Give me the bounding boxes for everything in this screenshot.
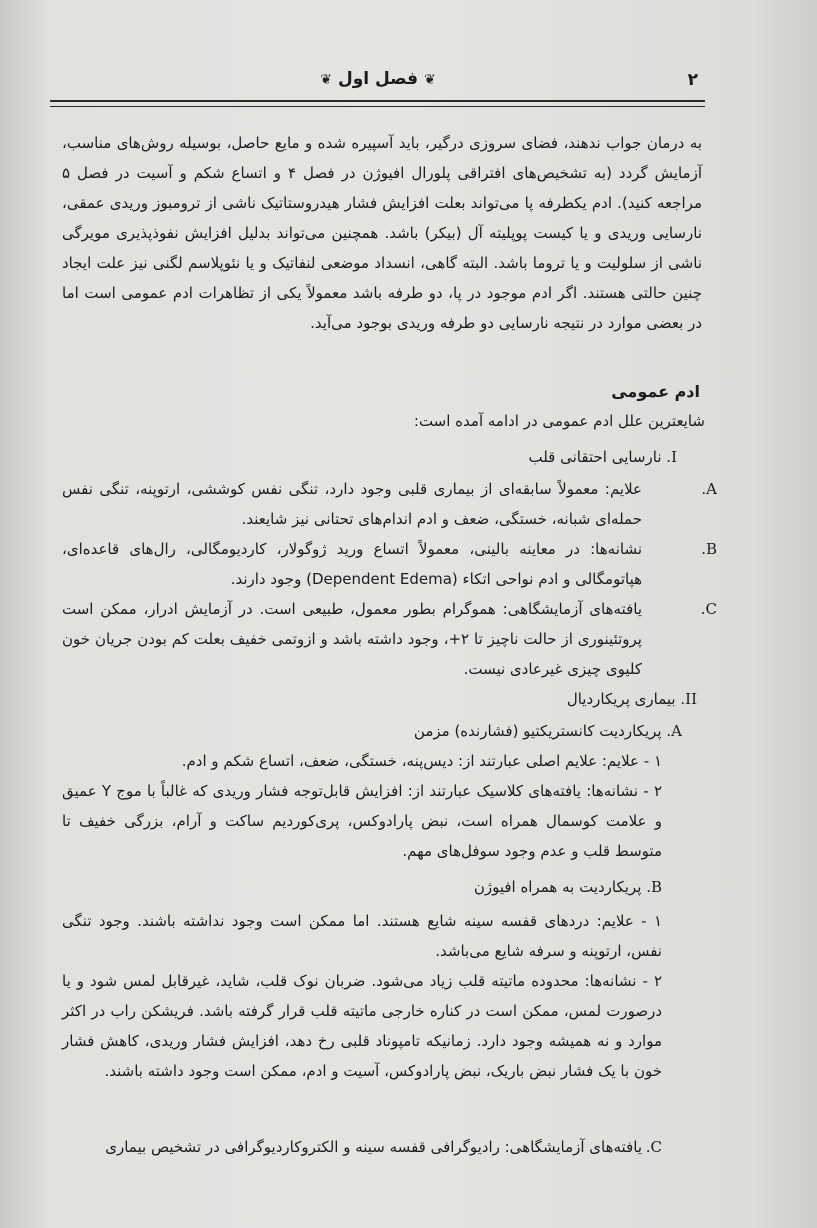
header-rule-thin xyxy=(50,106,705,107)
section-intro: شایعترین علل ادم عمومی در ادامه آمده است: xyxy=(413,412,705,430)
sub-marker: A. xyxy=(701,480,717,498)
ornament-left-icon: ❦ xyxy=(320,72,333,88)
sub-marker: C. xyxy=(700,600,717,618)
numbered-item: ۱ - علایم: دردهای قفسه سینه شایع هستند. اما ممکن است وجود نداشته باشند. وجود تنگی نفس، ارتوپنه و سرفه شایع می‌باشد. xyxy=(62,912,662,960)
sub-marker: C. xyxy=(645,1138,662,1156)
page-header xyxy=(58,66,698,96)
sub-item-text: یافته‌های آزمایشگاهی: رادیوگرافی قفسه سینه و الکتروکاردیوگرافی در تشخیص بیماری xyxy=(105,1138,642,1156)
list-item-heading xyxy=(567,690,697,708)
sub-heading xyxy=(474,878,662,896)
list-item-heading xyxy=(528,448,677,466)
page-number: ۲ xyxy=(687,70,698,90)
section-heading: ادم عمومی xyxy=(611,382,700,401)
intro-paragraph: به درمان جواب ندهند، فضای سروزی درگیر، باید آسپیره شده و مایع حاصل، بوسیله روش‌های مناسب، آزمایش گردد (به تشخیص‌های افتراقی پلورال افیوژن در فصل ۴ و اتساع شکم و آسیت در فصل ۵ مراجعه کنید). ادم یکطرفه پا می‌تواند بعلت افزایش فشار هیدروستاتیک ناشی از ترومبوز وریدی عمقی، نارسایی وریدی و یا کیست پوپلیته آل (بیکر) باشد. همچنین می‌تواند بدلیل افزایش نفوذپذیری مویرگی ناشی از سلولیت و یا تروما باشد. البته گاهی، انسداد موضعی لنفاتیک و یا نئوپلاسم لگنی نیز علت ایجاد چنین حالتی هستند. اگر ادم موجود در پا، دو طرفه باشد معمولاً یکی از تظاهرات ادم عمومی است اما در بعضی موارد در نتیجه نارسایی دو طرفه وریدی بوجود می‌آید. xyxy=(62,134,702,332)
numbered-item: ۲ - نشانه‌ها: محدوده ماتیته قلب زیاد می‌شود. ضربان نوک قلب، شاید، غیرقابل لمس شود و یا درصورت لمس، ممکن است در کناره خارجی ماتیته قلب قرار گرفته باشد. فریشکن راب در اکثر موارد و نه همیشه وجود دارد. زمانیکه تامپوناد قلبی رخ دهد، افزایش فشار وریدی، کاهش فشار خون با یک فشار نبض باریک، نبض پارادوکس، آسیت و ادم، ممکن است وجود داشته باشند. xyxy=(62,972,662,1080)
sub-marker: B. xyxy=(701,540,717,558)
sub-item-text: علایم: معمولاً سابقه‌ای از بیماری قلبی وجود دارد، تنگی نفس کوششی، ارتوپنه، تنگی نفس حمله‌ای شبانه، خستگی، ضعف و ادم اندام‌های تحتانی نیز شایعند. xyxy=(62,480,642,528)
numbered-item: ۱ - علایم: علایم اصلی عبارتند از: دیس‌پنه، خستگی، ضعف، اتساع شکم و ادم. xyxy=(181,752,662,770)
chapter-title: فصل اول xyxy=(337,69,419,89)
header-rule-thick xyxy=(50,100,705,102)
numbered-item: ۲ - نشانه‌ها: یافته‌های کلاسیک عبارتند از: افزایش قابل‌توجه فشار وریدی که غالباً با موج Y عمیق و علامت کوسمال همراه است، نبض پارادوکس، پری‌کوردیم ساکت و آرام، بزرگی خفیف تا متوسط قلب و عدم وجود سوفل‌های مهم. xyxy=(62,782,662,860)
sub-heading-title: پریکاردیت کانستریکتیو (فشارنده) مزمن xyxy=(413,722,662,740)
ornament-right-icon: ❦ xyxy=(423,72,436,88)
sub-marker: A. xyxy=(666,722,682,740)
sub-heading xyxy=(414,722,682,740)
sub-item-text: یافته‌های آزمایشگاهی: هموگرام بطور معمول، طبیعی است. در آزمایش ادرار، ممکن است پروتئینوری از حالت ناچیز تا ۲+، وجود داشته باشد و ازوتمی خفیف بعلت کم بودن جریان خون کلیوی چیزی غیرعادی نیست. xyxy=(62,600,642,678)
list-marker: I. xyxy=(666,448,677,466)
sub-marker: B. xyxy=(646,878,662,896)
sub-item-text: نشانه‌ها: در معاینه بالینی، معمولاً اتساع ورید ژوگولار، کاردیومگالی، رال‌های قاعده‌ای، هپاتومگالی و ادم نواحی اتکاء (Dependent Edema) وجود دارند. xyxy=(62,540,642,588)
list-item-title: بیماری پریکاردیال xyxy=(566,690,676,708)
sub-heading-title: پریکاردیت به همراه افیوژن xyxy=(473,878,642,896)
list-marker: II. xyxy=(680,690,697,708)
list-item-title: نارسایی احتقانی قلب xyxy=(528,448,662,466)
chapter-heading xyxy=(320,69,435,89)
